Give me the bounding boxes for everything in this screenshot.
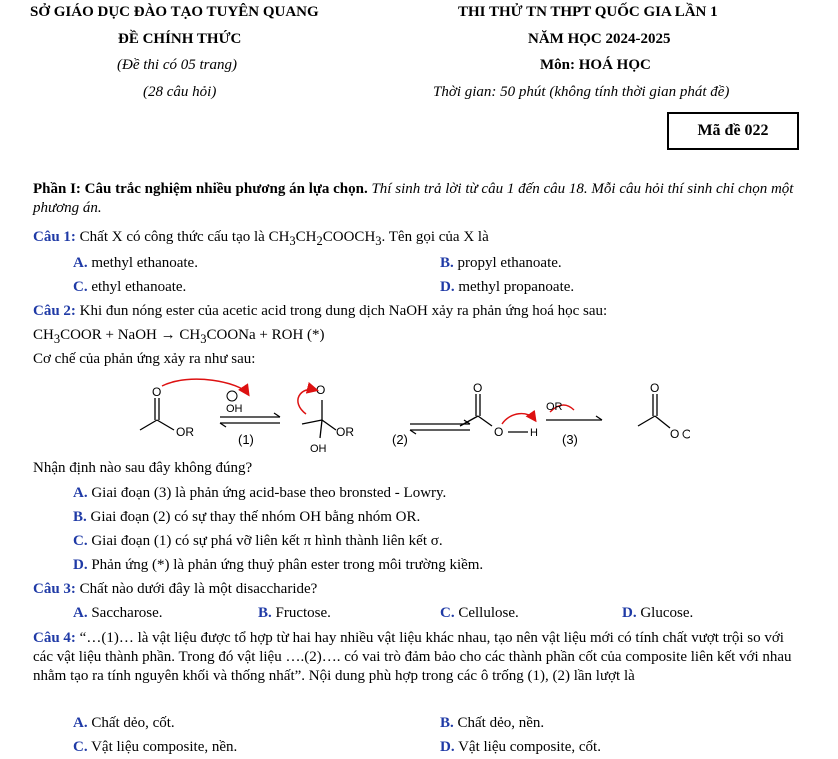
- exam-title: THI THỬ TN THPT QUỐC GIA LẦN 1: [458, 4, 718, 20]
- q4-text: “…(1)… là vật liệu được tổ hợp từ hai hay nhiều vật liệu khác nhau, tạo nên vật liệu mới có tính chất vượt trội so với các vật liệu thành phần. Trong đó vật liệu ….(2)…. có vai trò đảm bảo cho các thành phần cốt của composite liên kết với nhau nhằm tạo ra tính nguyên khối và thống nhất”. Nội dung phù hợp trong các ô trống (1), (2) lần lượt là: [33, 630, 792, 684]
- part1-heading: [33, 180, 803, 218]
- q1-text: CH: [295, 229, 317, 245]
- step-3-label: (3): [562, 432, 578, 447]
- mechanism-scheme: [130, 372, 690, 454]
- subscript: 3: [53, 332, 61, 346]
- question-1: [33, 229, 489, 249]
- q1-option-a[interactable]: [73, 255, 198, 272]
- subscript: 2: [316, 234, 323, 248]
- option-text: methyl propanoate.: [454, 279, 575, 295]
- department-name: SỞ GIÁO DỤC ĐÀO TẠO TUYÊN QUANG: [30, 4, 319, 20]
- or-group: OR: [336, 425, 354, 439]
- question-3-label: Câu 3:: [33, 581, 76, 597]
- q4-option-d[interactable]: [440, 739, 601, 756]
- option-letter: B.: [440, 715, 454, 731]
- step-1-label: (1): [238, 432, 254, 447]
- option-text: Saccharose.: [87, 605, 163, 621]
- option-text: Giai đoạn (3) là phản ứng acid-base theo bronsted - Lowry.: [87, 485, 447, 501]
- q1-text: Chất X có công thức cấu tạo là CH: [75, 229, 290, 245]
- step-2-label: (2): [392, 432, 408, 447]
- part1-title: Phần I: Câu trắc nghiệm nhiều phương án lựa chọn.: [33, 181, 368, 197]
- negative-charge-icon: [227, 391, 237, 401]
- option-letter: A.: [73, 255, 88, 271]
- option-text: Chất dẻo, cốt.: [87, 715, 175, 731]
- option-letter: A.: [73, 715, 88, 731]
- q3-option-c[interactable]: [440, 605, 519, 622]
- q2-equation: [33, 327, 325, 347]
- q2-option-c[interactable]: [73, 533, 443, 550]
- eq-part: CH: [33, 327, 54, 343]
- carboxylate-o: O: [650, 381, 660, 395]
- electron-arrow: [298, 389, 316, 414]
- alkoxide-ion: OR: [546, 401, 563, 413]
- official-label: ĐỀ CHÍNH THỨC: [118, 31, 242, 47]
- equilibrium-arrow-1: [220, 413, 280, 427]
- exam-code-box: [667, 112, 799, 150]
- q3-option-b[interactable]: [258, 605, 331, 622]
- option-letter: D.: [440, 279, 455, 295]
- school-year: NĂM HỌC 2024-2025: [528, 31, 671, 47]
- ester-structure: [140, 398, 174, 430]
- q2-option-a[interactable]: [73, 485, 446, 502]
- option-letter: A.: [73, 605, 88, 621]
- alkoxide-o: O: [316, 383, 326, 397]
- option-text: Cellulose.: [454, 605, 519, 621]
- question-4: [33, 629, 803, 686]
- option-letter: C.: [73, 533, 88, 549]
- option-text: Phản ứng (*) là phản ứng thuỷ phân ester trong môi trường kiềm.: [87, 557, 484, 573]
- q4-option-c[interactable]: [73, 739, 237, 756]
- negative-charge-icon: [683, 430, 690, 438]
- eq-part: COONa + ROH (*): [206, 327, 325, 343]
- oh-group: OH: [310, 443, 327, 454]
- option-letter: A.: [73, 485, 88, 501]
- option-letter: B.: [440, 255, 454, 271]
- option-text: Giai đoạn (1) có sự phá vỡ liên kết π hình thành liên kết σ.: [87, 533, 443, 549]
- acid-o: O: [473, 381, 483, 395]
- tetrahedral-intermediate: [302, 400, 336, 438]
- carboxylate-o-minus: O: [670, 427, 680, 441]
- subscript: 3: [289, 234, 296, 248]
- option-letter: C.: [73, 739, 88, 755]
- q2-option-b[interactable]: [73, 509, 420, 526]
- option-letter: C.: [73, 279, 88, 295]
- option-text: ethyl ethanoate.: [87, 279, 187, 295]
- q2-text: Khi đun nóng ester của acetic acid trong dung dịch NaOH xảy ra phản ứng hoá học sau:: [75, 303, 608, 319]
- q1-option-b[interactable]: [440, 255, 562, 272]
- q3-option-a[interactable]: [73, 605, 163, 622]
- option-letter: C.: [440, 605, 455, 621]
- question-1-label: Câu 1:: [33, 229, 76, 245]
- option-letter: D.: [73, 557, 88, 573]
- option-text: Giai đoạn (2) có sự thay thế nhóm OH bằng nhóm OR.: [86, 509, 421, 525]
- question-2: [33, 303, 607, 320]
- exam-code: Mã đề 022: [697, 122, 769, 139]
- option-letter: D.: [440, 739, 455, 755]
- or-group: OR: [176, 425, 194, 439]
- option-letter: B.: [73, 509, 87, 525]
- time-limit: Thời gian: 50 phút (không tính thời gian phát đề): [433, 84, 730, 100]
- q4-option-a[interactable]: [73, 715, 175, 732]
- acid-oh-o: O: [494, 425, 504, 439]
- part1-instructions: Thí sinh trả lời từ câu 1 đến câu 18. Mỗi câu hỏi thí sinh chỉ chọn một phương án.: [33, 181, 794, 216]
- question-count: (28 câu hỏi): [143, 84, 217, 100]
- subscript: 3: [375, 234, 382, 248]
- acid-h: H: [530, 427, 538, 439]
- q1-text: . Tên gọi của X là: [381, 229, 489, 245]
- eq-part: COOR + NaOH → CH: [60, 327, 201, 343]
- option-text: Fructose.: [271, 605, 331, 621]
- option-text: Vật liệu composite, cốt.: [454, 739, 601, 755]
- subscript: 3: [200, 332, 207, 346]
- carbonyl-o: O: [152, 385, 162, 399]
- question-4-label: Câu 4:: [33, 630, 76, 646]
- q3-option-d[interactable]: [622, 605, 693, 622]
- q2-question: Nhận định nào sau đây không đúng?: [33, 460, 253, 476]
- option-text: propyl ethanoate.: [453, 255, 562, 271]
- option-letter: B.: [258, 605, 272, 621]
- q2-option-d[interactable]: [73, 557, 483, 574]
- q1-text: COOCH: [322, 229, 376, 245]
- option-text: Glucose.: [636, 605, 694, 621]
- q4-option-b[interactable]: [440, 715, 544, 732]
- carboxylate-structure: [638, 394, 670, 428]
- hydroxide-ion: OH: [226, 403, 243, 415]
- page-count: (Đề thi có 05 trang): [117, 57, 237, 73]
- option-text: methyl ethanoate.: [87, 255, 198, 271]
- equilibrium-arrow-2: [410, 420, 470, 434]
- option-text: Chất dẻo, nền.: [453, 715, 545, 731]
- forward-arrow-3: [546, 416, 602, 420]
- q1-option-c[interactable]: [73, 279, 186, 296]
- question-2-label: Câu 2:: [33, 303, 76, 319]
- option-text: Vật liệu composite, nền.: [87, 739, 238, 755]
- option-letter: D.: [622, 605, 637, 621]
- q1-option-d[interactable]: [440, 279, 574, 296]
- electron-arrow: [502, 414, 535, 424]
- subject: Môn: HOÁ HỌC: [540, 57, 651, 73]
- q3-text: Chất nào dưới đây là một disaccharide?: [75, 581, 318, 597]
- question-3: [33, 581, 317, 598]
- mechanism-intro: Cơ chế của phản ứng xảy ra như sau:: [33, 351, 256, 367]
